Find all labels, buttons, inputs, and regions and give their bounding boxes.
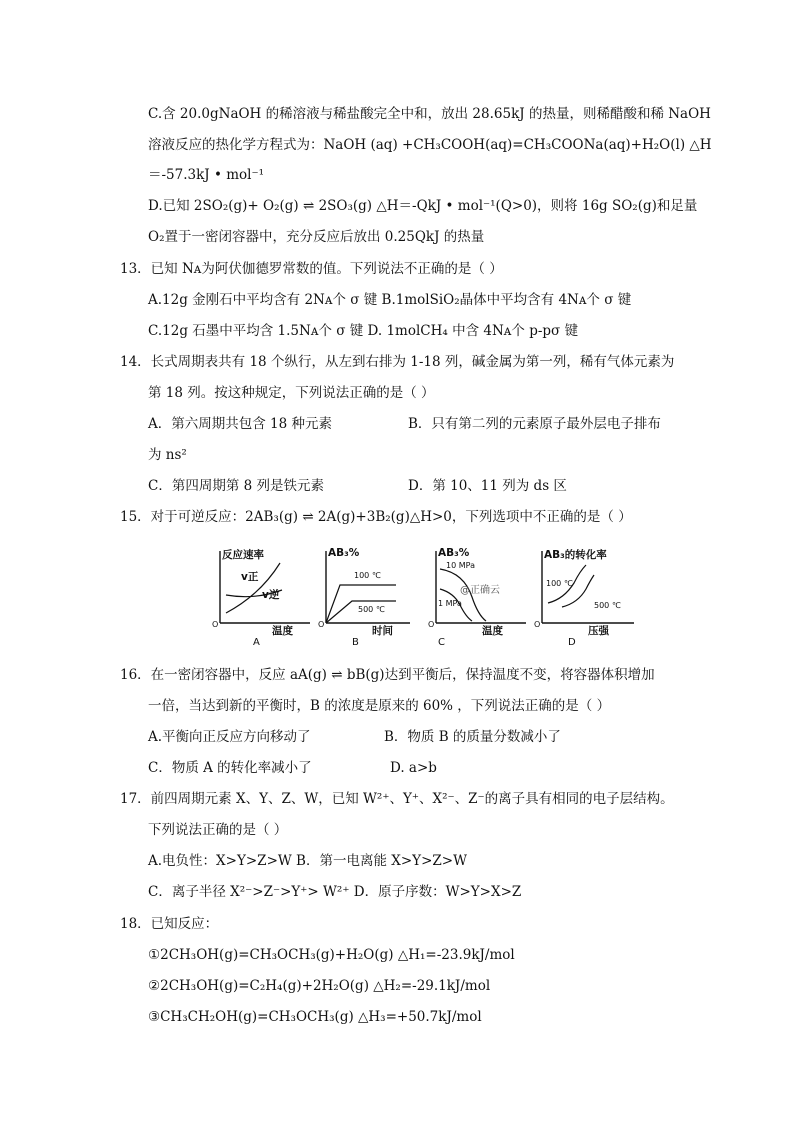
q13-options-cd: C.12g 石墨中平均含 1.5Nᴀ个 σ 键 D. 1molCH₄ 中含 4Nᴀ个 p-pσ 键	[148, 323, 579, 339]
q14-option-c: C．第四周期第 8 列是铁元素	[148, 478, 325, 494]
graph-a-curve2-label: v逆	[262, 589, 280, 601]
graph-b-xlabel: 时间	[372, 625, 393, 637]
q18-reaction-3: ③CH₃CH₂OH(g)=CH₃OCH₃(g) △H₃=+50.7kJ/mol	[148, 1009, 482, 1025]
graph-c-curve2-label: 1 MPa	[438, 599, 462, 608]
q14-stem-line2: 第 18 列。按这种规定，下列说法正确的是（ ）	[148, 385, 435, 401]
q14-option-b: B．只有第二列的元素原子最外层电子排布	[408, 416, 661, 432]
q14-stem-line1: 14．长式周期表共有 18 个纵行，从左到右排为 1-18 列，碱金属为第一列，稀有气体元素为	[120, 354, 675, 370]
q12-option-c-line2: 溶液反应的热化学方程式为：NaOH (aq) +CH₃COOH(aq)=CH₃COONa(aq)+H₂O(l) △H	[148, 137, 712, 153]
graph-d-xlabel: 压强	[588, 625, 609, 637]
graph-a-origin: O	[212, 620, 219, 629]
graph-c-ylabel: AB₃%	[438, 547, 470, 559]
q18-reaction-2: ②2CH₃OH(g)=C₂H₄(g)+2H₂O(g) △H₂=-29.1kJ/mol	[148, 978, 491, 994]
graph-b-svg	[318, 545, 422, 645]
graph-a-caption: A	[253, 637, 260, 648]
graph-c-origin: O	[428, 620, 435, 629]
graph-b-caption: B	[352, 637, 359, 648]
graph-b-curve2-label: 500 ℃	[358, 605, 385, 614]
graph-a	[210, 545, 314, 648]
q17-stem-line2: 下列说法正确的是（ ）	[148, 822, 288, 838]
q13-stem: 13．已知 Nᴀ为阿伏伽德罗常数的值。下列说法不正确的是（ ）	[120, 261, 503, 277]
q16-option-d: D. a>b	[390, 760, 437, 776]
graph-d-ylabel: AB₃的转化率	[544, 549, 607, 561]
q17-options-ab: A.电负性：X>Y>Z>W B．第一电离能 X>Y>Z>W	[148, 853, 467, 869]
q16-stem-line1: 16．在一密闭容器中，反应 aA(g) ⇌ bB(g)达到平衡后，保持温度不变，将容器体积增加	[120, 667, 655, 683]
q12-option-d-line2: O₂置于一密闭容器中，充分反应后放出 0.25QkJ 的热量	[148, 229, 485, 245]
graph-b-curve1-label: 100 ℃	[354, 571, 381, 580]
q12-option-c-line3: ＝-57.3kJ • mol⁻¹	[148, 167, 265, 183]
graph-a-curve1-label: v正	[241, 571, 259, 583]
graph-b	[318, 545, 422, 648]
graph-b-ylabel: AB₃%	[328, 547, 360, 559]
graph-b-origin: O	[318, 620, 325, 629]
q18-stem: 18．已知反应：	[120, 916, 219, 932]
graph-c-curve1-label: 10 MPa	[446, 561, 475, 570]
q16-option-b: B．物质 B 的质量分数减小了	[384, 729, 561, 745]
q12-option-c-line1: C.含 20.0gNaOH 的稀溶液与稀盐酸完全中和，放出 28.65kJ 的热量，则稀醋酸和稀 NaOH	[148, 106, 711, 122]
q12-option-d-line1: D.已知 2SO₂(g)+ O₂(g) ⇌ 2SO₃(g) △H＝-QkJ • mol⁻¹(Q>0)，则将 16g SO₂(g)和足量	[148, 198, 698, 214]
q15-stem: 15．对于可逆反应：2AB₃(g) ⇌ 2A(g)+3B₂(g)△H>0，下列选项中不正确的是（ ）	[120, 509, 632, 525]
graph-d-caption: D	[568, 637, 576, 648]
q17-options-cd: C．离子半径 X²⁻>Z⁻>Y⁺> W²⁺ D．原子序数：W>Y>X>Z	[148, 884, 522, 900]
graph-c-xlabel: 温度	[482, 625, 503, 637]
q16-stem-line2: 一倍，当达到新的平衡时，B 的浓度是原来的 60% ，下列说法正确的是（ ）	[148, 698, 611, 714]
q14-option-b-cont: 为 ns²	[148, 447, 187, 463]
q16-option-a: A.平衡向正反应方向移动了	[148, 729, 311, 745]
graph-c-watermark: @正确云	[460, 585, 500, 596]
q14-option-d: D．第 10、11 列为 ds 区	[408, 478, 567, 494]
graph-d	[534, 545, 638, 648]
graph-c-caption: C	[438, 637, 445, 648]
graph-c	[426, 545, 530, 648]
graph-d-origin: O	[534, 620, 541, 629]
q14-option-a: A．第六周期共包含 18 种元素	[148, 416, 333, 432]
graph-a-xlabel: 温度	[272, 625, 293, 637]
graph-d-curve1-label: 100 ℃	[546, 579, 573, 588]
graph-a-ylabel: 反应速率	[222, 549, 264, 561]
graph-d-curve2-label: 500 ℃	[594, 601, 621, 610]
q13-options-ab: A.12g 金刚石中平均含有 2Nᴀ个 σ 键 B.1molSiO₂晶体中平均含有 4Nᴀ个 σ 键	[148, 292, 632, 308]
q16-option-c: C．物质 A 的转化率减小了	[148, 760, 312, 776]
q18-reaction-1: ①2CH₃OH(g)=CH₃OCH₃(g)+H₂O(g) △H₁=-23.9kJ/mol	[148, 947, 515, 963]
q17-stem-line1: 17．前四周期元素 X、Y、Z、W，已知 W²⁺、Y⁺、X²⁻、Z⁻的离子具有相同的电子层结构。	[120, 791, 674, 807]
